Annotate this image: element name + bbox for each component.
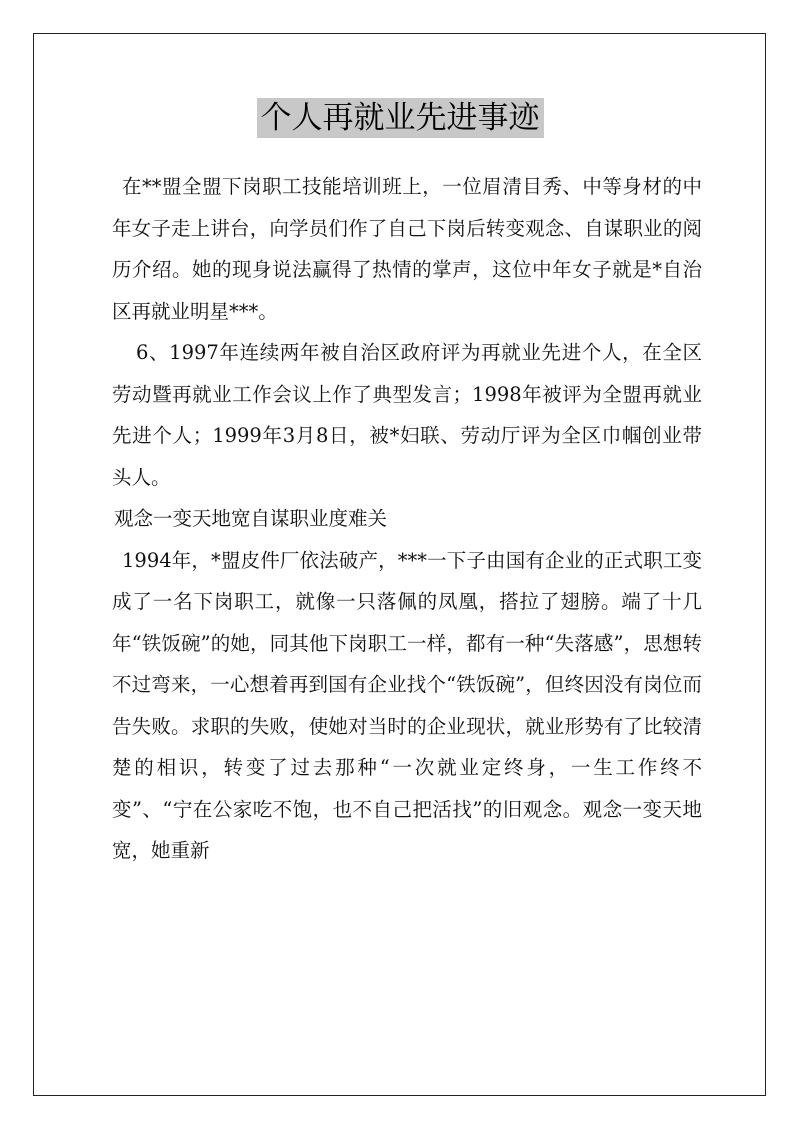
document-body bbox=[112, 166, 702, 872]
paragraph-story: 1994年，*盟皮件厂依法破产，***一下子由国有企业的正式职工变成了一名下岗职工，就像一只落佩的凤凰，搭拉了翅膀。端了十几年“铁饭碗”的她，同其他下岗职工一样，都有一种“失落感”，思想转不过弯来，一心想着再到国有企业找个“铁饭碗”，但终因没有岗位而告失败。求职的失败，使她对当时的企业现状，就业形势有了比较清楚的相识，转变了过去那种“一次就业定终身，一生工作终不变”、“宁在公家吃不饱，也不自己把活找”的旧观念。观念一变天地宽，她重新 bbox=[112, 548, 702, 862]
section-heading: 观念一变天地宽自谋职业度难关 bbox=[114, 507, 388, 530]
title-container bbox=[0, 98, 800, 138]
document-title: 个人再就业先进事迹 bbox=[257, 98, 544, 138]
paragraph-awards: 6、1997年连续两年被自治区政府评为再就业先进个人，在全区劳动暨再就业工作会议上作了典型发言；1998年被评为全盟再就业先进个人；1999年3月8日，被*妇联、劳动厅评为全区巾帼创业带头人。 bbox=[112, 341, 702, 489]
paragraph-intro: 在**盟全盟下岗职工技能培训班上，一位眉清目秀、中等身材的中年女子走上讲台，向学员们作了自己下岗后转变观念、自谋职业的阅历介绍。她的现身说法赢得了热情的掌声，这位中年女子就是*自治区再就业明星***。 bbox=[112, 175, 702, 323]
